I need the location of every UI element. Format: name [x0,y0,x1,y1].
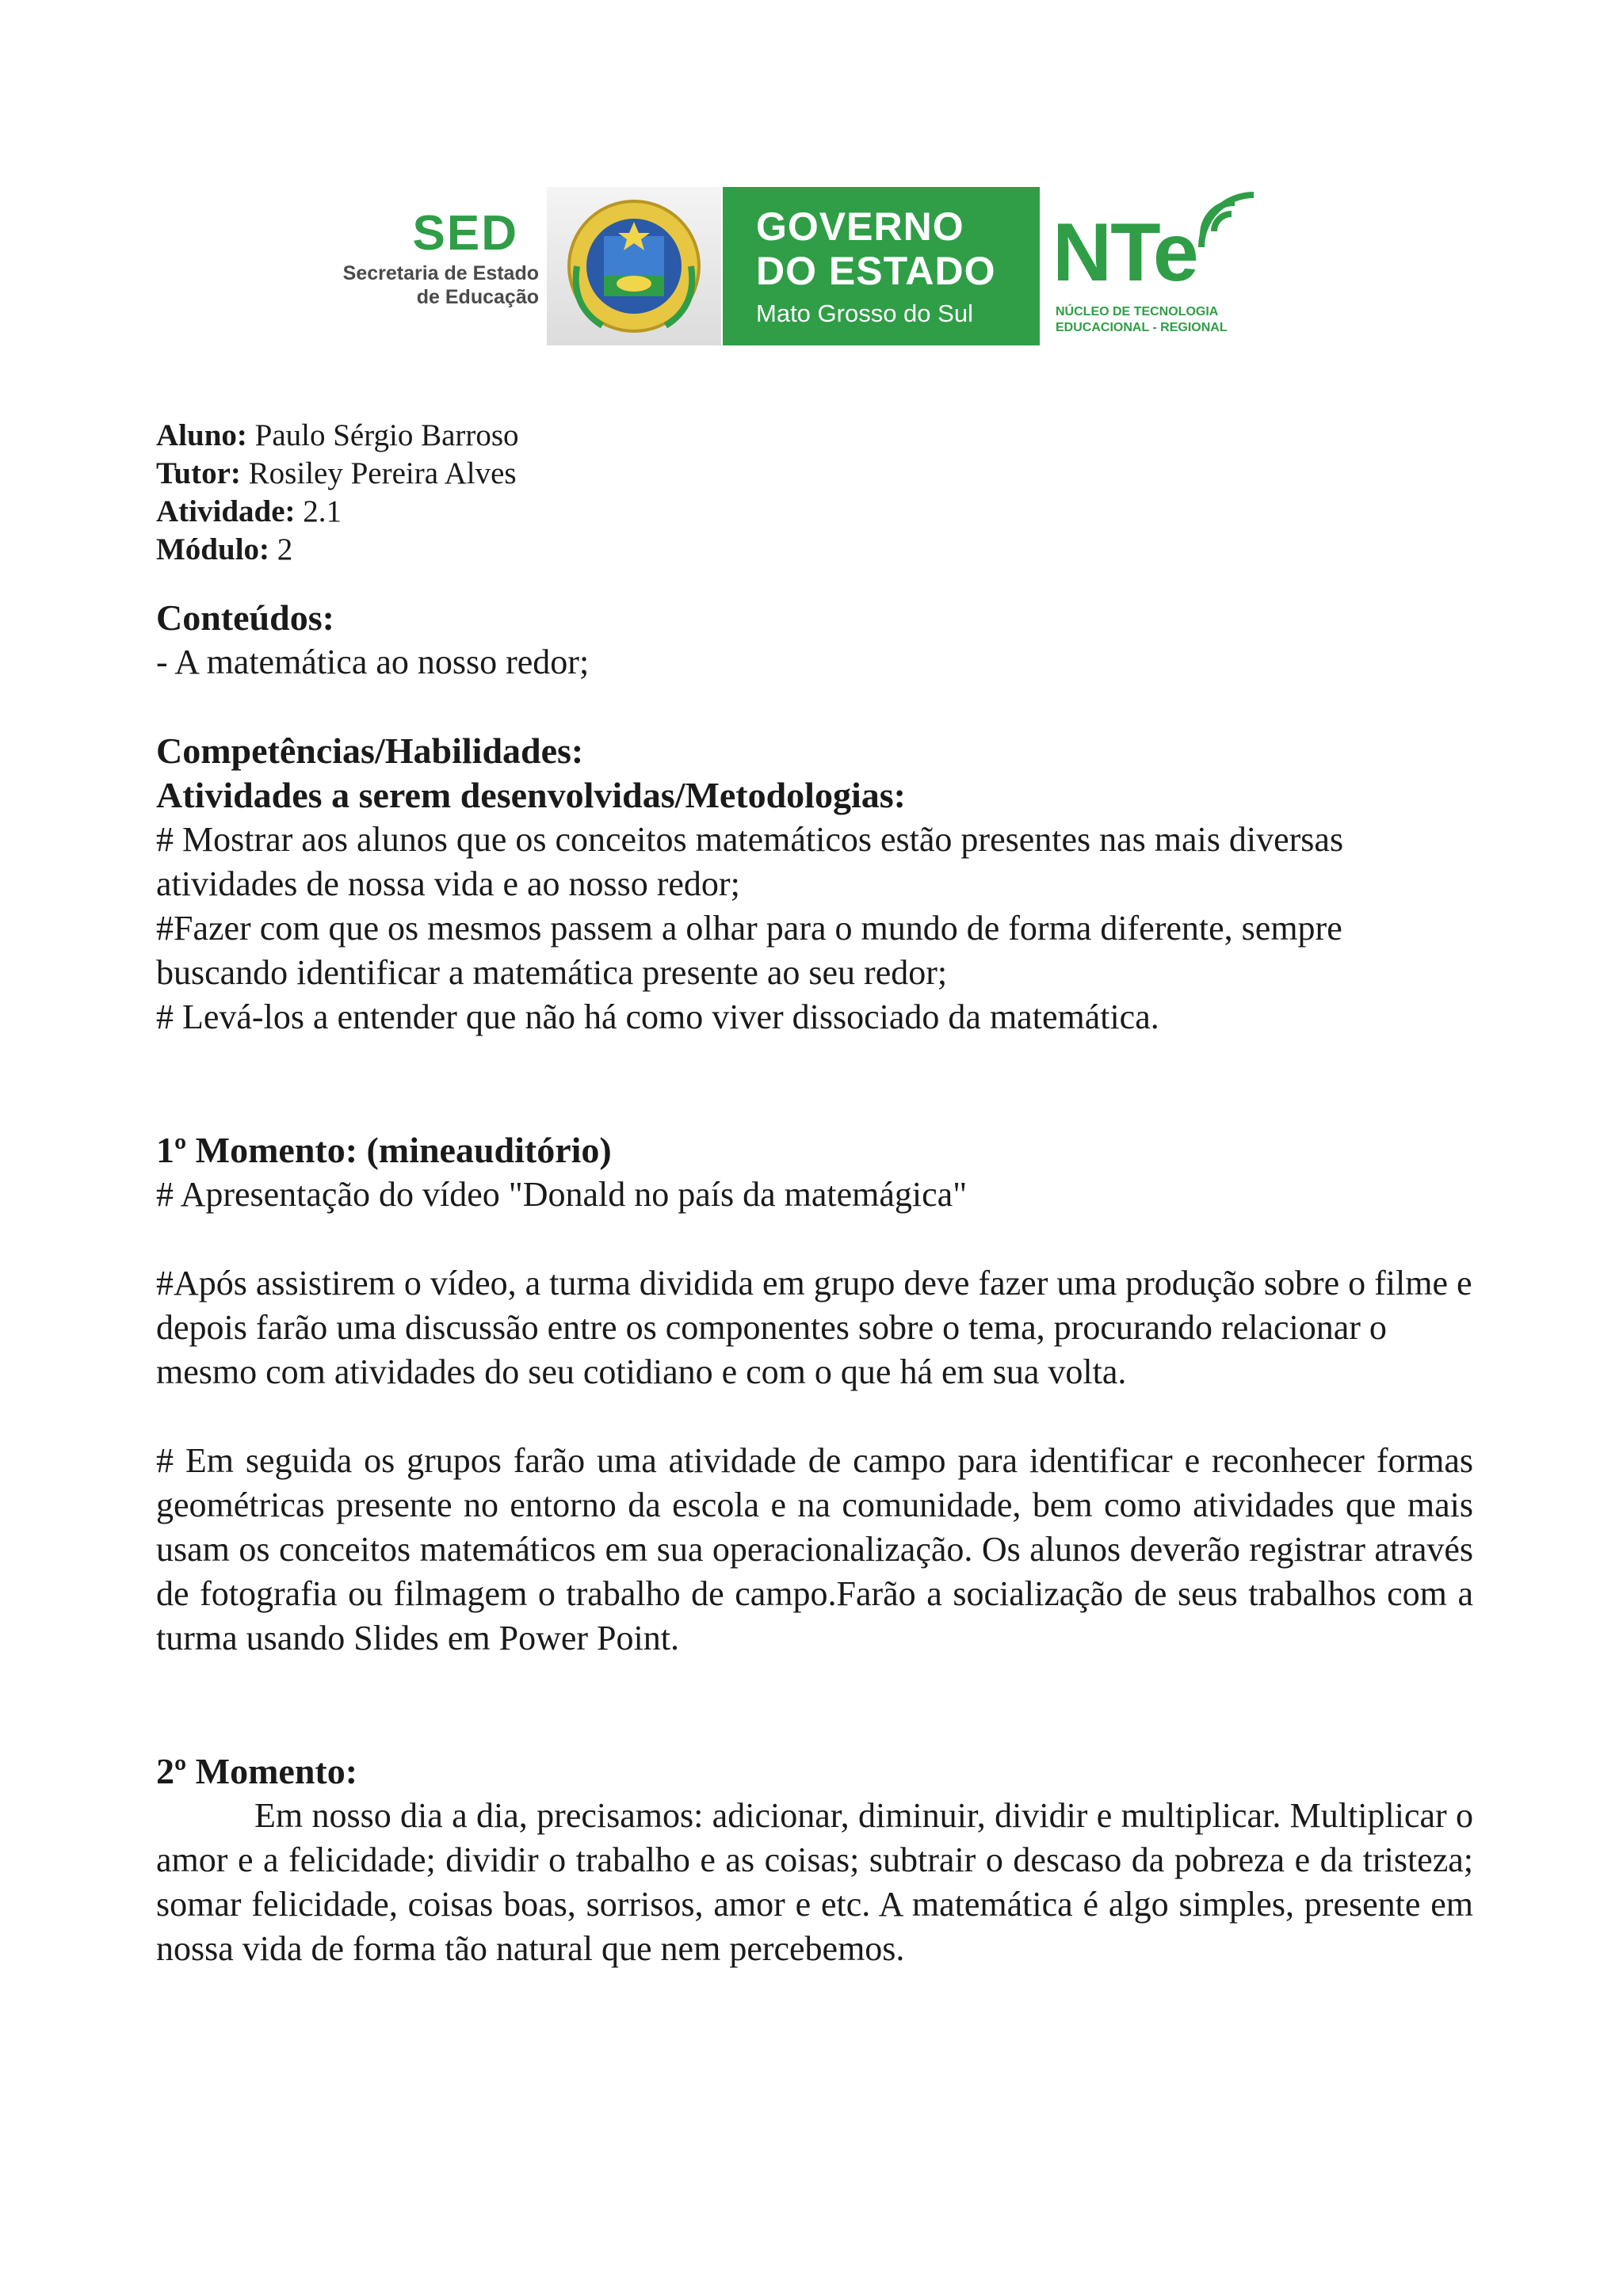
governo-line-1: GOVERNO [756,204,964,249]
wifi-signal-icon [1195,187,1258,250]
meta-atividade [156,493,1473,531]
meta-modulo [156,531,1473,569]
meta-aluno [156,417,1473,455]
momento-1-paragraph-3: # Em seguida os grupos farão uma atividade de campo para identificar e reconhecer formas geométricas presente no entorno da escola e na comunidade, bem como atividades que mais usam os conceitos matemáticos em sua operacionalização. Os alunos deverão registrar através de fotografia ou filmagem o trabalho de campo.Farão a socialização de seus trabalhos com a turma usando Slides em Power Point. [156,1441,1473,1657]
governo-line-3: Mato Grosso do Sul [756,299,973,327]
header-logos [301,187,1268,345]
meta-label: Atividade: [156,494,296,528]
meta-label: Aluno: [156,418,247,452]
objective-3: # Levá-los a entender que não há como viver dissociado da matemática. [156,997,1159,1036]
governo-line-2: DO ESTADO [756,249,996,293]
atividades-heading: Atividades a serem desenvolvidas/Metodologias: [156,775,906,815]
meta-value: 2.1 [295,494,342,528]
governo-logo [723,187,1040,345]
meta-block [156,417,1473,569]
document-body [156,417,1473,1971]
objective-1: # Mostrar aos alunos que os conceitos matemáticos estão presentes nas mais diversas atividades de nossa vida e ao nosso redor; [156,820,1344,903]
momento-1-paragraph-2: #Após assistirem o vídeo, a turma dividida em grupo deve fazer uma produção sobre o filme e depois farão uma discussão entre os componentes sobre o tema, procurando relacionar o mesmo com atividades do seu cotidiano e com o que há em sua volta. [156,1264,1472,1391]
sed-logo [301,206,539,309]
competencias-heading: Competências/Habilidades: [156,730,584,771]
meta-tutor [156,455,1473,493]
nte-logo-subtitle-2: EDUCACIONAL - REGIONAL [1056,321,1228,334]
conteudos-item: - A matemática ao nosso redor; [156,643,590,681]
objective-2: #Fazer com que os mesmos passem a olhar para o mundo de forma diferente, sempre buscando identificar a matemática presente ao seu redor; [156,909,1342,992]
nte-logo-subtitle [1056,304,1228,336]
nte-logo [1052,187,1274,345]
meta-value: Paulo Sérgio Barroso [246,418,519,452]
nte-logo-mark: NTe [1052,207,1197,299]
state-seal [547,187,721,345]
meta-value: 2 [269,532,293,566]
state-coat-of-arms-icon [547,187,721,345]
sed-logo-subtitle-1: Secretaria de Estado [342,262,539,284]
meta-value: Rosiley Pereira Alves [240,456,517,490]
momento-1-heading: 1º Momento: (mineauditório) [156,1130,612,1170]
conteudos-heading: Conteúdos: [156,597,334,638]
meta-label: Tutor: [156,456,241,490]
sed-logo-title: SED [412,206,518,261]
momento-2-paragraph-1: Em nosso dia a dia, precisamos: adicionar, diminuir, dividir e multiplicar. Multiplicar o amor e a felicidade; dividir o trabalho e as coisas; subtrair o descaso da pobreza e da tristeza; somar felicidade, coisas boas, sorrisos, amor e etc. A matemática é algo simples, presente em nossa vida de forma tão natural que nem percebemos. [156,1796,1473,1968]
momento-2-heading: 2º Momento: [156,1751,358,1791]
meta-label: Módulo: [156,532,270,566]
sed-logo-subtitle-2: de Educação [416,286,539,308]
nte-logo-subtitle-1: NÚCLEO DE TECNOLOGIA [1056,305,1219,318]
momento-1-paragraph-1: # Apresentação do vídeo "Donald no país da matemágica" [156,1175,968,1214]
